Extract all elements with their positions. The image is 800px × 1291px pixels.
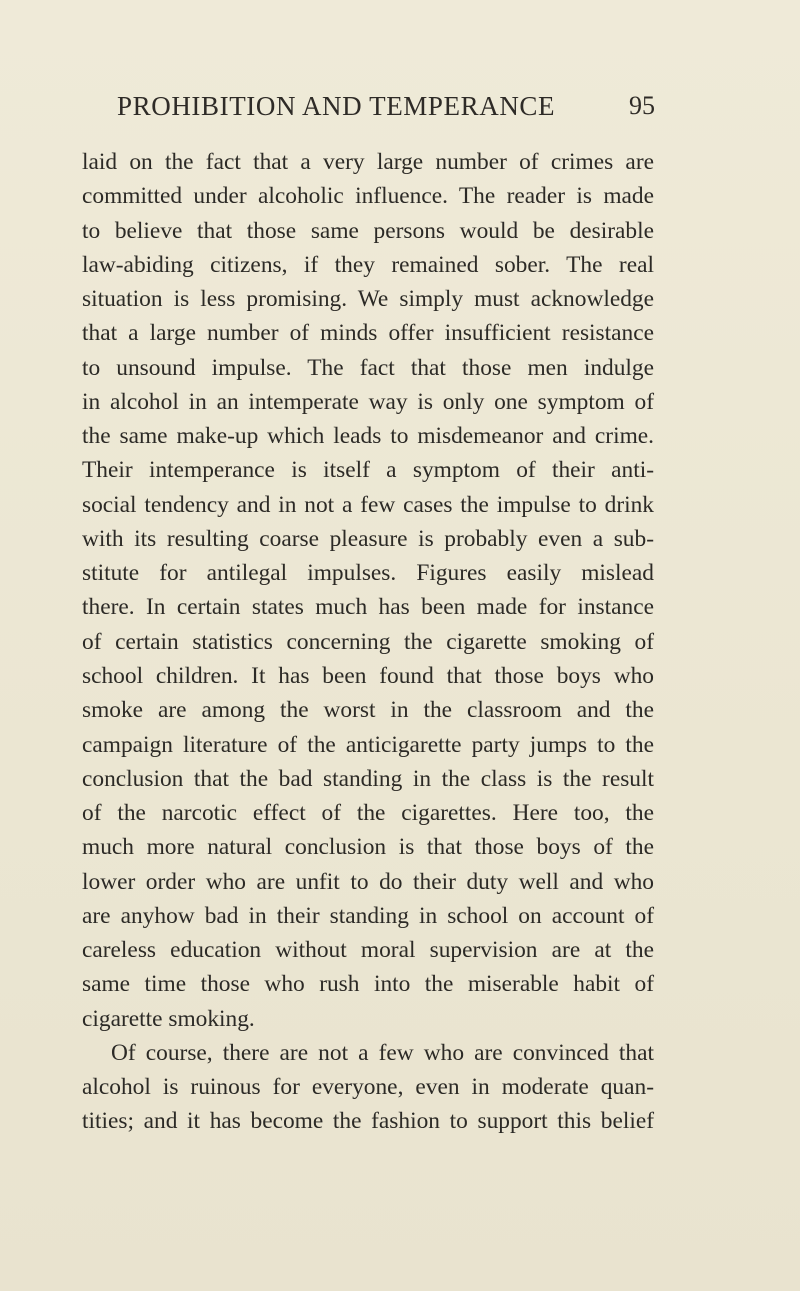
text-line: campaign literature of the anticigarette party jumps to the (82, 731, 654, 758)
text-line: situation is less promising. We simply must acknowledge (82, 286, 654, 313)
text-line: of certain statistics concerning the cigarette smoking of (82, 628, 654, 655)
text-line: same time those who rush into the miserable habit of (82, 971, 654, 998)
text-line: lower order who are unfit to do their duty well and who (82, 868, 654, 895)
text-line: committed under alcoholic influence. The reader is made (82, 183, 654, 210)
text-line: stitute for antilegal impulses. Figures easily mislead (82, 560, 654, 587)
running-head (117, 88, 655, 124)
text-line: the same make-up which leads to misdemeanor and crime. (82, 423, 654, 450)
text-line: conclusion that the bad standing in the class is the result (82, 765, 654, 792)
text-line: laid on the fact that a very large number of crimes are (82, 149, 654, 175)
text-line: with its resulting coarse pleasure is probably even a sub- (82, 525, 654, 552)
body-text (82, 145, 654, 1139)
text-line: are anyhow bad in their standing in school on account of (82, 902, 654, 929)
text-line: smoke are among the worst in the classroom and the (82, 697, 654, 724)
text-line: to unsound impulse. The fact that those men indulge (82, 354, 654, 381)
text-line: to believe that those same persons would be desirable (82, 217, 654, 244)
text-line: of the narcotic effect of the cigarettes. Here too, the (82, 800, 654, 827)
text-line: law-abiding citizens, if they remained sober. The real (82, 251, 654, 278)
text-line: in alcohol in an intemperate way is only one symptom of (82, 388, 654, 415)
page-number: 95 (629, 91, 655, 120)
paragraph-start-line: Of course, there are not a few who are convinced that (111, 1039, 654, 1066)
text-line: Their intemperance is itself a symptom of their anti- (82, 457, 654, 484)
text-line: much more natural conclusion is that those boys of the (82, 834, 654, 861)
text-line: school children. It has been found that those boys who (82, 662, 654, 689)
text-line: careless education without moral supervision are at the (82, 937, 654, 964)
paragraph-end-line: cigarette smoking. (82, 1005, 255, 1032)
text-line: that a large number of minds offer insufficient resistance (82, 320, 654, 347)
text-line: there. In certain states much has been made for instance (82, 594, 654, 621)
running-head-title: PROHIBITION AND TEMPERANCE (117, 91, 556, 121)
text-line: social tendency and in not a few cases the impulse to drink (82, 491, 654, 518)
text-line: tities; and it has become the fashion to support this belief (82, 1108, 654, 1135)
text-line: alcohol is ruinous for everyone, even in moderate quan- (82, 1074, 654, 1101)
